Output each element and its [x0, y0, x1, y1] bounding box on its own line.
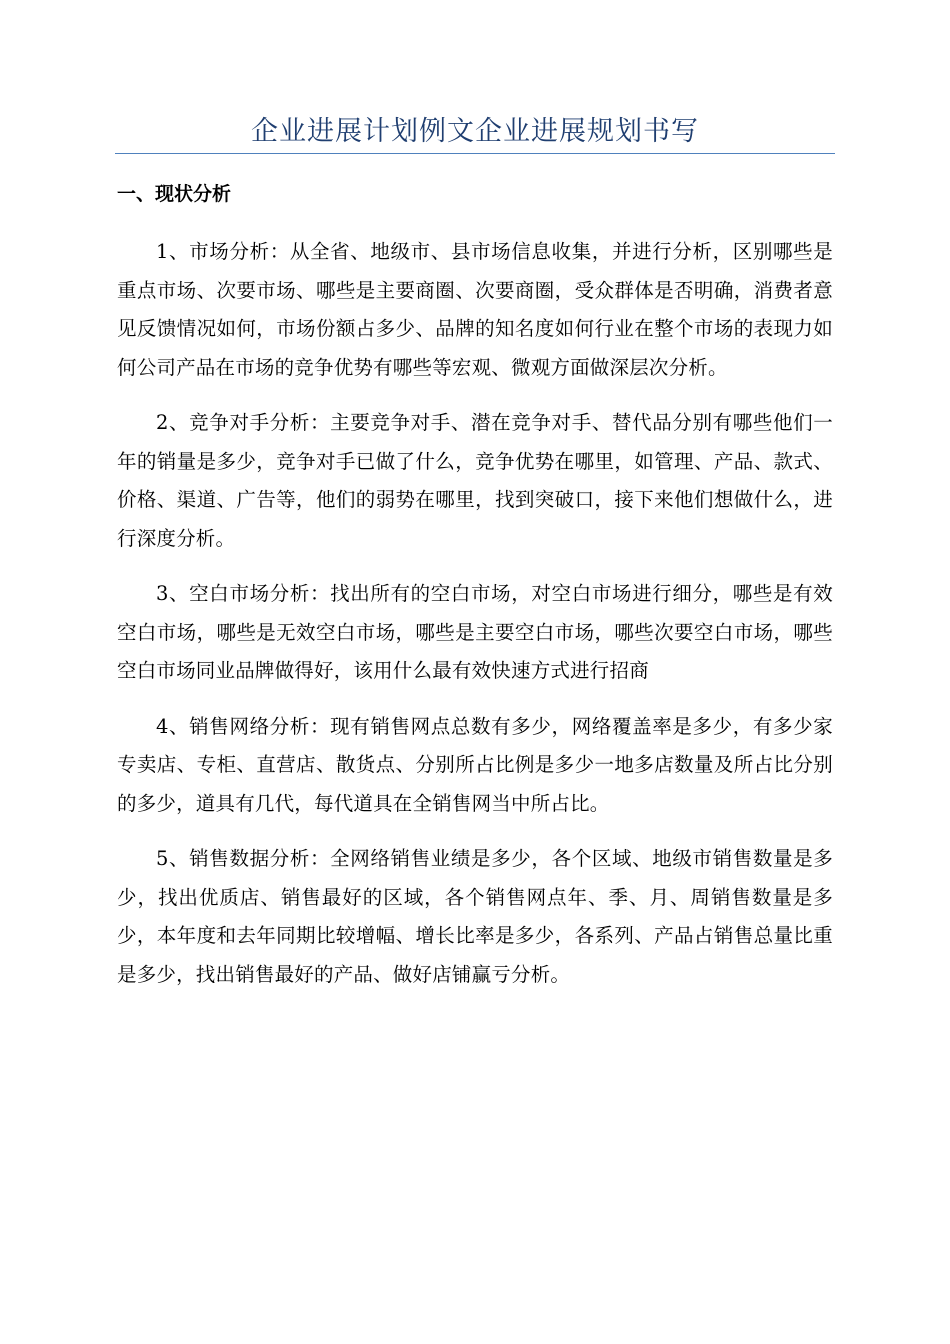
- paragraph-market-analysis: 1、市场分析：从全省、地级市、县市场信息收集，并进行分析，区别哪些是重点市场、次要市场、哪些是主要商圈、次要商圈，受众群体是否明确，消费者意见反馈情况如何，市场份额占多少、品牌的知名度如何行业在整个市场的表现力如何公司产品在市场的竞争优势有哪些等宏观、微观方面做深层次分析。: [117, 240, 833, 379]
- paragraph-sales-network-analysis: 4、销售网络分析：现有销售网点总数有多少，网络覆盖率是多少，有多少家专卖店、专柜、直营店、散货点、分别所占比例是多少一地多店数量及所占比分别的多少，道具有几代，每代道具在全销售网当中所占比。: [117, 714, 833, 815]
- document-body: [117, 233, 833, 1011]
- paragraph-sales-data-analysis: 5、销售数据分析：全网络销售业绩是多少，各个区域、地级市销售数量是多少，找出优质店、销售最好的区域，各个销售网点年、季、月、周销售数量是多少，本年度和去年同期比较增幅、增长比率是多少，各系列、产品占销售总量比重是多少，找出销售最好的产品、做好店铺赢亏分析。: [117, 847, 833, 986]
- title-underline: [115, 153, 835, 154]
- section-heading: 一、现状分析: [117, 183, 232, 205]
- page-title: 企业进展计划例文企业进展规划书写: [251, 116, 699, 147]
- paragraph-blank-market-analysis: 3、空白市场分析：找出所有的空白市场，对空白市场进行细分，哪些是有效空白市场，哪些是无效空白市场，哪些是主要空白市场，哪些次要空白市场，哪些空白市场同业品牌做得好，该用什么最有效快速方式进行招商: [117, 582, 833, 682]
- paragraph-competitor-analysis: 2、竞争对手分析：主要竞争对手、潜在竞争对手、替代品分别有哪些他们一年的销量是多少，竞争对手已做了什么，竞争优势在哪里，如管理、产品、款式、价格、渠道、广告等，他们的弱势在哪里，找到突破口，接下来他们想做什么，进行深度分析。: [117, 411, 833, 550]
